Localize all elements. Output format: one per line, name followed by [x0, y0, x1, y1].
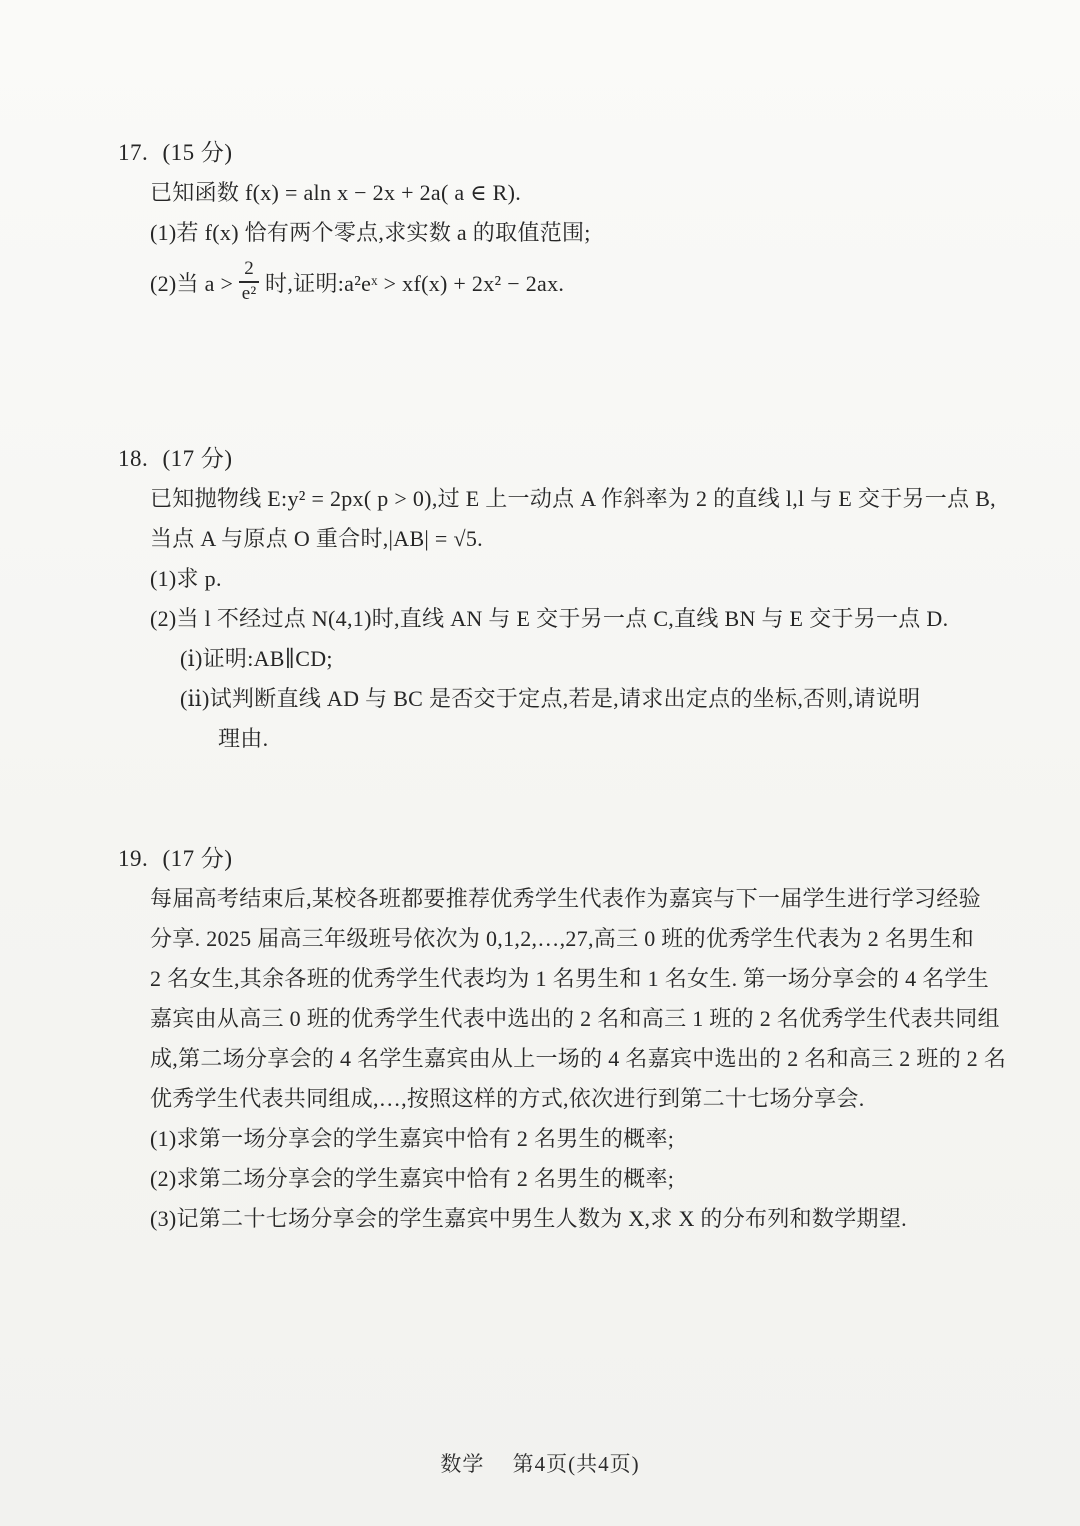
question-18-part2-sub2-line2: 理由. — [218, 726, 269, 751]
footer-page-info: 第4页(共4页) — [512, 1452, 640, 1476]
question-17-intro: 已知函数 f(x) = aln x − 2x + 2a( a ∈ R). — [150, 180, 522, 205]
question-17-part2 — [150, 253, 1020, 311]
question-17 — [118, 133, 1020, 311]
question-18-part1: (1)求 p. — [150, 566, 222, 591]
question-18-part2-sub1: (ⅰ)证明:AB∥CD; — [180, 646, 333, 671]
question-18-body — [150, 479, 1020, 759]
question-19-para-line5: 成,第二场分享会的 4 名学生嘉宾由从上一场的 4 名嘉宾中选出的 2 名和高三 2 班的 2 名 — [150, 1046, 1007, 1071]
question-17-header — [118, 133, 1020, 173]
question-19-para-line2: 分享. 2025 届高三年级班号依次为 0,1,2,…,27,高三 0 班的优秀学生代表为 2 名男生和 — [150, 926, 975, 951]
question-17-part2-pre: (2)当 a > — [150, 270, 234, 296]
question-19-para-line3: 2 名女生,其余各班的优秀学生代表均为 1 名男生和 1 名女生. 第一场分享会的 4 名学生 — [150, 966, 990, 991]
question-19 — [118, 839, 1020, 1239]
question-18-score: (17 分) — [162, 446, 233, 471]
question-19-body — [150, 879, 1020, 1239]
question-19-header — [118, 839, 1020, 879]
question-18-line1: 已知抛物线 E:y² = 2px( p > 0),过 E 上一动点 A 作斜率为 2 的直线 l,l 与 E 交于另一点 B, — [150, 486, 996, 511]
question-18-header — [118, 439, 1020, 479]
fraction-numerator: 2 — [239, 259, 259, 283]
question-19-para-line6: 优秀学生代表共同组成,…,按照这样的方式,依次进行到第二十七场分享会. — [150, 1086, 865, 1111]
question-17-part1: (1)若 f(x) 恰有两个零点,求实数 a 的取值范围; — [150, 220, 591, 245]
question-18-part2: (2)当 l 不经过点 N(4,1)时,直线 AN 与 E 交于另一点 C,直线 BN 与 E 交于另一点 D. — [150, 606, 949, 631]
fraction-denominator: e² — [241, 283, 257, 304]
question-19-para-line1: 每届高考结束后,某校各班都要推荐优秀学生代表作为嘉宾与下一届学生进行学习经验 — [150, 886, 981, 911]
question-17-body — [150, 173, 1020, 311]
question-17-score: (15 分) — [162, 140, 233, 165]
question-18 — [118, 439, 1020, 759]
question-19-part2: (2)求第二场分享会的学生嘉宾中恰有 2 名男生的概率; — [150, 1166, 675, 1191]
question-19-score: (17 分) — [162, 846, 233, 871]
question-19-number: 19. — [118, 846, 149, 871]
question-19-part1: (1)求第一场分享会的学生嘉宾中恰有 2 名男生的概率; — [150, 1126, 675, 1151]
page-footer — [0, 1448, 1080, 1478]
fraction-2-over-e-squared — [239, 259, 259, 305]
question-17-number: 17. — [118, 140, 149, 165]
question-19-para-line4: 嘉宾由从高三 0 班的优秀学生代表中选出的 2 名和高三 1 班的 2 名优秀学生代表共同组 — [150, 1006, 1000, 1031]
question-17-part2-post: 时,证明:a²eˣ > xf(x) + 2x² − 2ax. — [265, 270, 565, 296]
question-18-part2-sub2-line1: (ⅱ)试判断直线 AD 与 BC 是否交于定点,若是,请求出定点的坐标,否则,请说明 — [180, 686, 921, 711]
footer-subject: 数学 — [440, 1452, 485, 1476]
question-18-number: 18. — [118, 446, 149, 471]
question-19-part3: (3)记第二十七场分享会的学生嘉宾中男生人数为 X,求 X 的分布列和数学期望. — [150, 1206, 907, 1231]
question-18-line2: 当点 A 与原点 O 重合时,|AB| = √5. — [150, 526, 483, 551]
